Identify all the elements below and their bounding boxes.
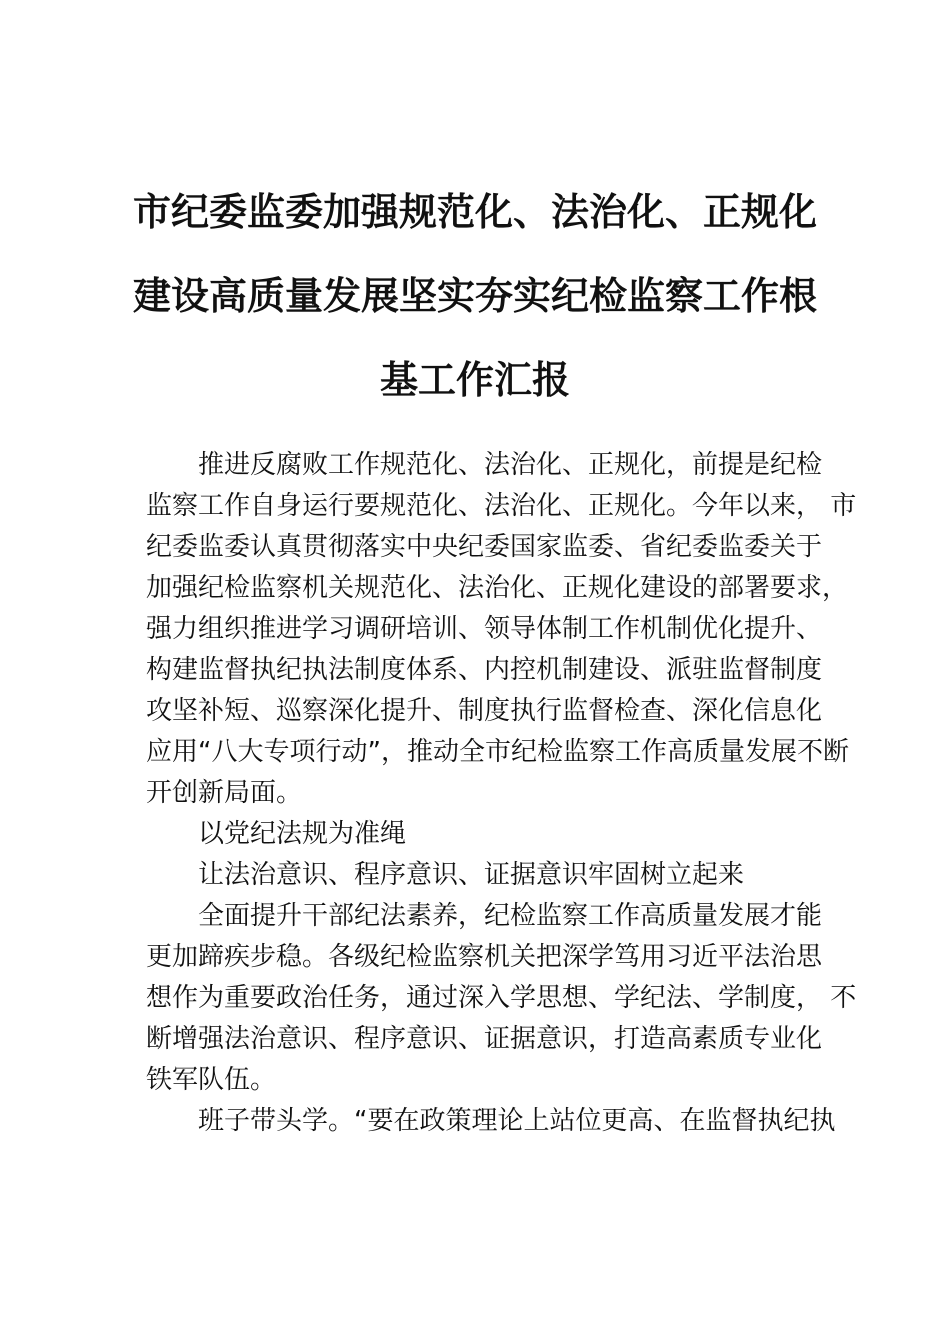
paragraph-line: 应用“八大专项行动”，推动全市纪检监察工作高质量发展不断 (146, 737, 849, 767)
title-line: 基工作汇报 (379, 357, 570, 402)
paragraph-line: 断增强法治意识、程序意识、证据意识，打造高素质专业化 (146, 1024, 823, 1054)
section-subheading: 让法治意识、程序意识、证据意识牢固树立起来 (198, 860, 745, 890)
paragraph-line: 监察工作自身运行要规范化、法治化、正规化。今年以来， 市 (146, 491, 857, 521)
section-heading: 以党纪法规为准绳 (198, 819, 407, 849)
paragraph-line: 加强纪检监察机关规范化、法治化、正规化建设的部署要求， (146, 573, 849, 603)
title-line: 建设高质量发展坚实夯实纪检监察工作根 (132, 273, 817, 318)
paragraph-line: 班子带头学。“要在政策理论上站位更高、在监督执纪执 (198, 1106, 836, 1136)
paragraph-line: 全面提升干部纪法素养，纪检监察工作高质量发展才能 (198, 901, 823, 931)
paragraph-line: 构建监督执纪执法制度体系、内控机制建设、派驻监督制度 (146, 655, 823, 685)
paragraph-line: 强力组织推进学习调研培训、领导体制工作机制优化提升、 (146, 614, 823, 644)
document-body (146, 445, 857, 1142)
paragraph-line: 推进反腐败工作规范化、法治化、正规化，前提是纪检 (198, 450, 823, 480)
paragraph-line: 想作为重要政治任务，通过深入学思想、学纪法、学制度， 不 (146, 983, 857, 1013)
paragraph-line: 攻坚补短、巡察深化提升、制度执行监督检查、深化信息化 (146, 696, 823, 726)
paragraph-line: 开创新局面。 (146, 778, 303, 808)
paragraph-line: 铁军队伍。 (146, 1065, 277, 1095)
paragraph-line: 更加蹄疾步稳。各级纪检监察机关把深学笃用习近平法治思 (146, 942, 823, 972)
paragraph-line: 纪委监委认真贯彻落实中央纪委国家监委、省纪委监委关于 (146, 532, 823, 562)
title-line: 市纪委监委加强规范化、法治化、正规化 (132, 189, 817, 234)
document-title (120, 170, 830, 422)
